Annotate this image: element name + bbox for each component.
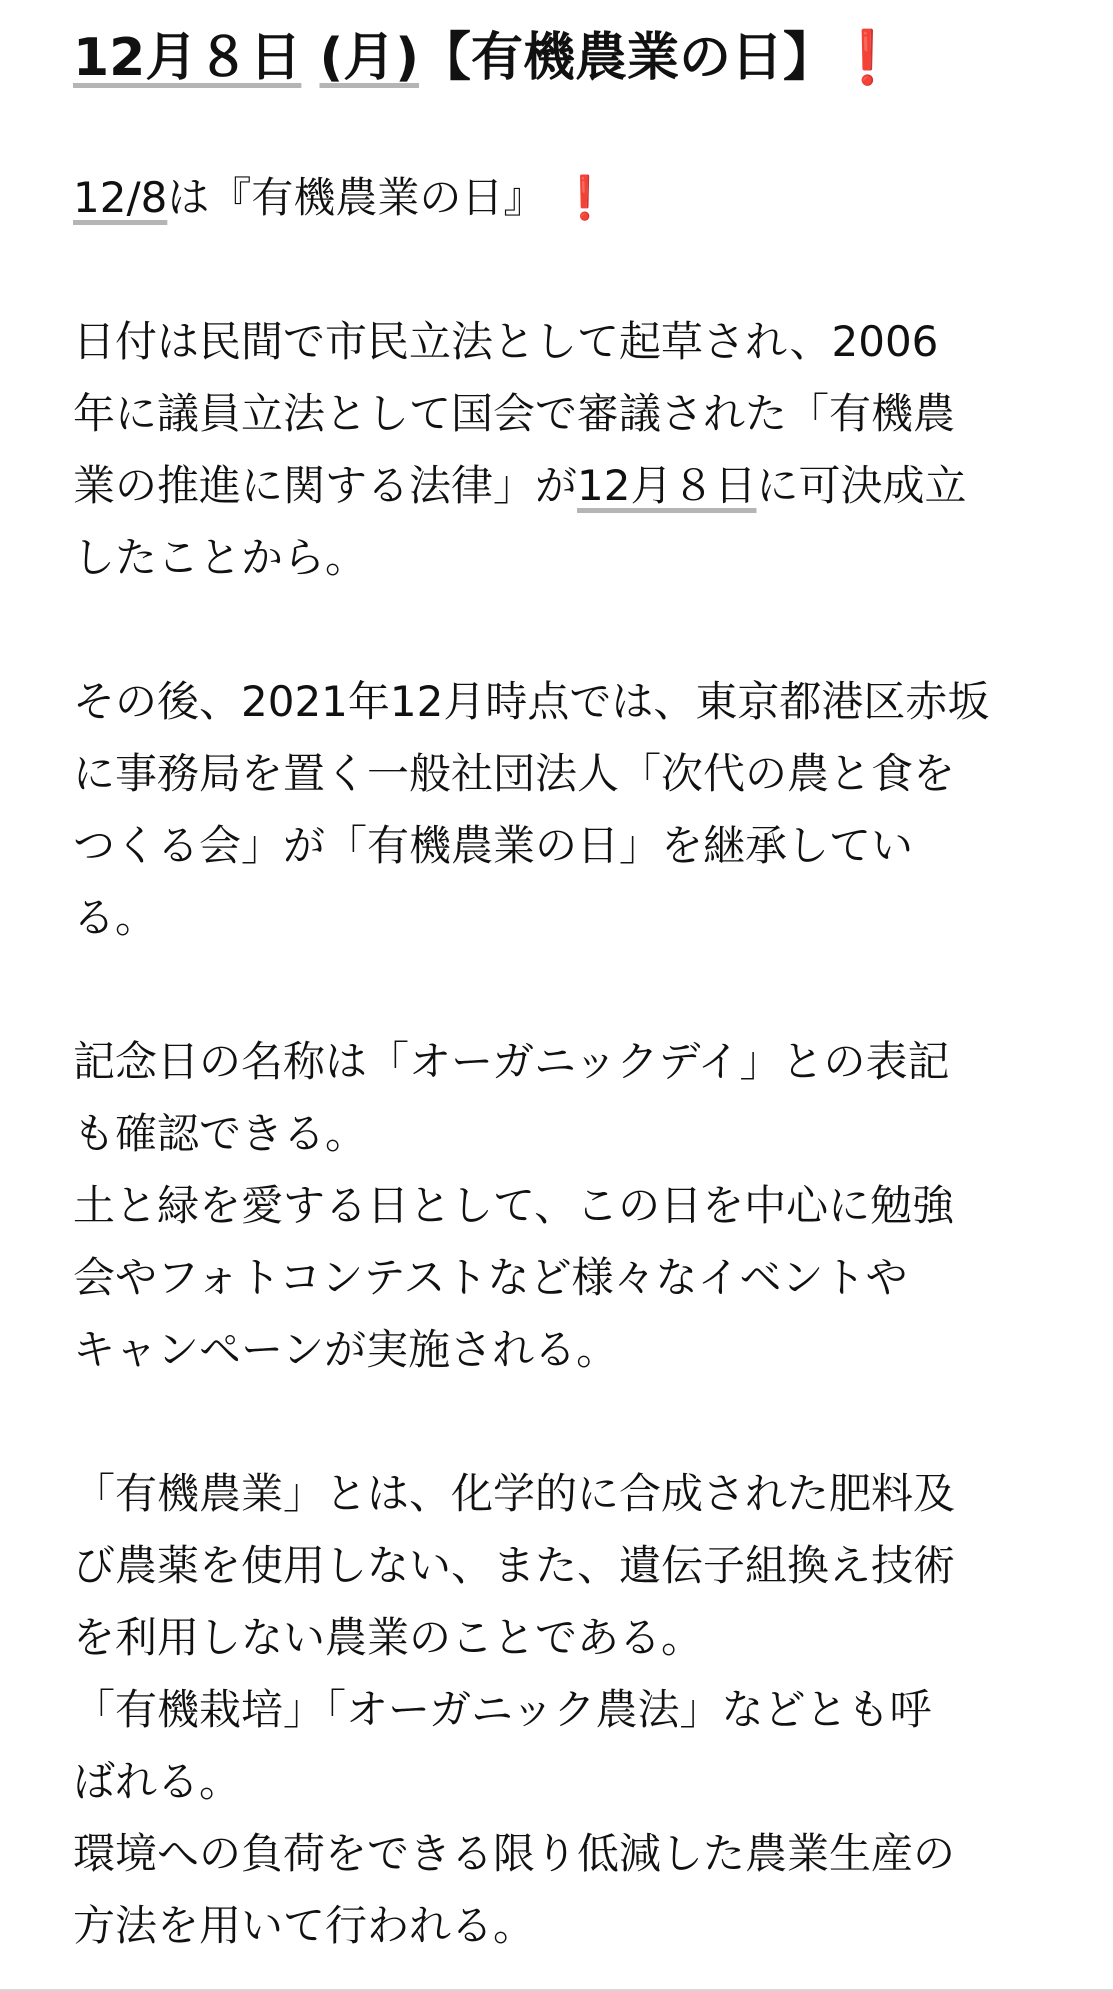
text-line: ばれる。: [73, 1757, 242, 1806]
title-date-link[interactable]: 12月８日: [73, 28, 302, 88]
text-line: 記念日の名称は「オーガニックデイ」との表記: [73, 1037, 950, 1086]
text-line: 会やフォトコンテストなど様々なイベントや: [73, 1253, 908, 1302]
text-line: 土と緑を愛する日として、この日を中心に勉強: [73, 1181, 955, 1230]
text-line: に事務局を置く一般社団法人「次代の農と食を: [73, 749, 956, 798]
text-line: 環境への負荷をできる限り低減した農業生産の: [73, 1829, 956, 1878]
paragraph-successor: [73, 666, 1103, 954]
paragraph-name-and-events: [73, 1026, 1103, 1386]
paragraph-definition: [73, 1458, 1103, 1962]
text-line: その後、2021年12月時点では、東京都港区赤坂: [73, 677, 990, 726]
title-observance-name: 【有機農業の日】: [419, 28, 836, 88]
text-line: したことから。: [73, 533, 368, 582]
spacer: [73, 234, 1103, 306]
spacer: [73, 594, 1103, 666]
text-line: も確認できる。: [73, 1109, 368, 1158]
article-body: [73, 20, 1103, 1962]
text-line: キャンペーンが実施される。: [73, 1325, 619, 1374]
intro-space: [545, 173, 558, 222]
text-line: 「有機農業」とは、化学的に合成された肥料及: [73, 1469, 956, 1518]
text-line: び農薬を使用しない、また、遺伝子組換え技術: [73, 1541, 956, 1590]
article-title: [73, 20, 1103, 96]
title-space: [301, 28, 319, 88]
intro-text: は『有機農業の日』: [167, 173, 546, 222]
title-day-link[interactable]: (月): [319, 28, 420, 88]
spacer: [73, 1386, 1103, 1458]
spacer: [73, 96, 1103, 162]
text-line: 「有機栽培」「オーガニック農法」などとも呼: [73, 1685, 932, 1734]
text-segment: に可決成立: [756, 461, 967, 510]
text-line: [73, 450, 1103, 522]
intro-line: [73, 162, 1103, 234]
text-segment: 業の推進に関する法律」が: [73, 461, 578, 510]
text-line: 年に議員立法として国会で審議された「有機農: [73, 389, 956, 438]
date-link[interactable]: 12月８日: [577, 461, 757, 510]
text-line: つくる会」が「有機農業の日」を継承してい: [73, 821, 914, 870]
exclamation-icon: ❗: [558, 173, 611, 222]
exclamation-icon: ❗: [835, 28, 900, 88]
intro-date-link[interactable]: 12/8: [73, 173, 168, 222]
text-line: 日付は民間で市民立法として起草され、2006: [73, 317, 939, 366]
text-line: を利用しない農業のことである。: [73, 1613, 704, 1662]
text-line: る。: [73, 893, 158, 942]
text-line: 方法を用いて行われる。: [73, 1901, 536, 1950]
paragraph-origin: [73, 306, 1103, 594]
spacer: [73, 954, 1103, 1026]
